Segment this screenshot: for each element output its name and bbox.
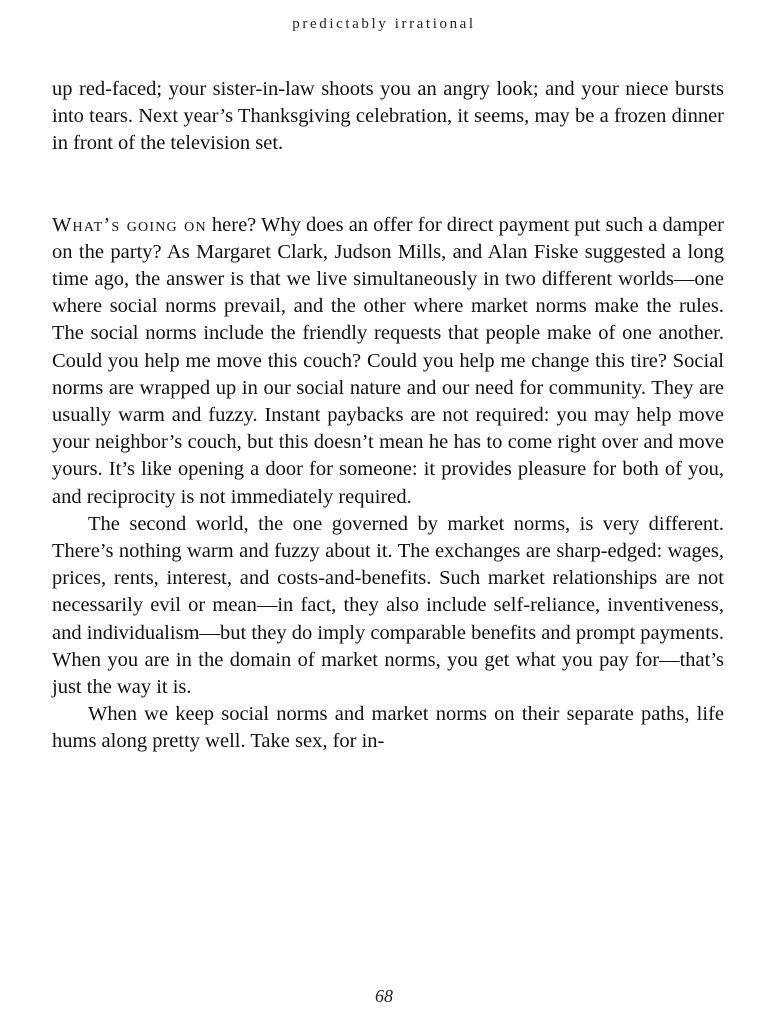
paragraph-2-text: here? Why does an offer for direct payment put such a damper on the party? As Margaret Clark, Judson Mills, and Alan Fiske suggested a long time ago, the answer is that we live simultaneously in two different worlds—one where social norms prevail, and the other where market norms make the rules. The social norms include the friendly requests that people make of one another. Could you help me move this couch? Could you help me change this tire? Social norms are wrapped up in our social nature and our need for community. They are usually warm and fuzzy. Instant paybacks are not required: you may help move your neighbor’s couch, but this doesn’t mean he has to come right over and move yours. It’s like opening a door for someone: it provides pleasure for both of you, and reciprocity is not immediately required. bbox=[52, 213, 725, 508]
page-number: 68 bbox=[375, 986, 393, 1006]
paragraph-4: When we keep social norms and market norms on their separate paths, life hums along pretty well. Take sex, for in- bbox=[52, 703, 724, 753]
section-break bbox=[52, 158, 724, 212]
paragraph-2 bbox=[52, 212, 724, 511]
paragraph-3: The second world, the one governed by market norms, is very different. There’s nothing warm and fuzzy about it. The exchanges are sharp-edged: wages, prices, rents, interest, and costs-and-benefits. Such market relationships are not necessarily evil or mean—in fact, they also include self-reliance, inventiveness, and individualism—but they do imply comparable benefits and prompt payments. When you are in the domain of market norms, you get what you pay for—that’s just the way it is. bbox=[52, 512, 724, 699]
paragraph-1: up red-faced; your sister-in-law shoots you an angry look; and your niece bursts into tears. Next year’s Thanksgiving celebration, it seems, may be a frozen dinner in front of the television set. bbox=[52, 78, 724, 155]
body-text bbox=[52, 76, 724, 756]
section-lead-smallcaps: What’s going on bbox=[52, 213, 207, 236]
running-head: predictably irrational bbox=[292, 16, 476, 32]
